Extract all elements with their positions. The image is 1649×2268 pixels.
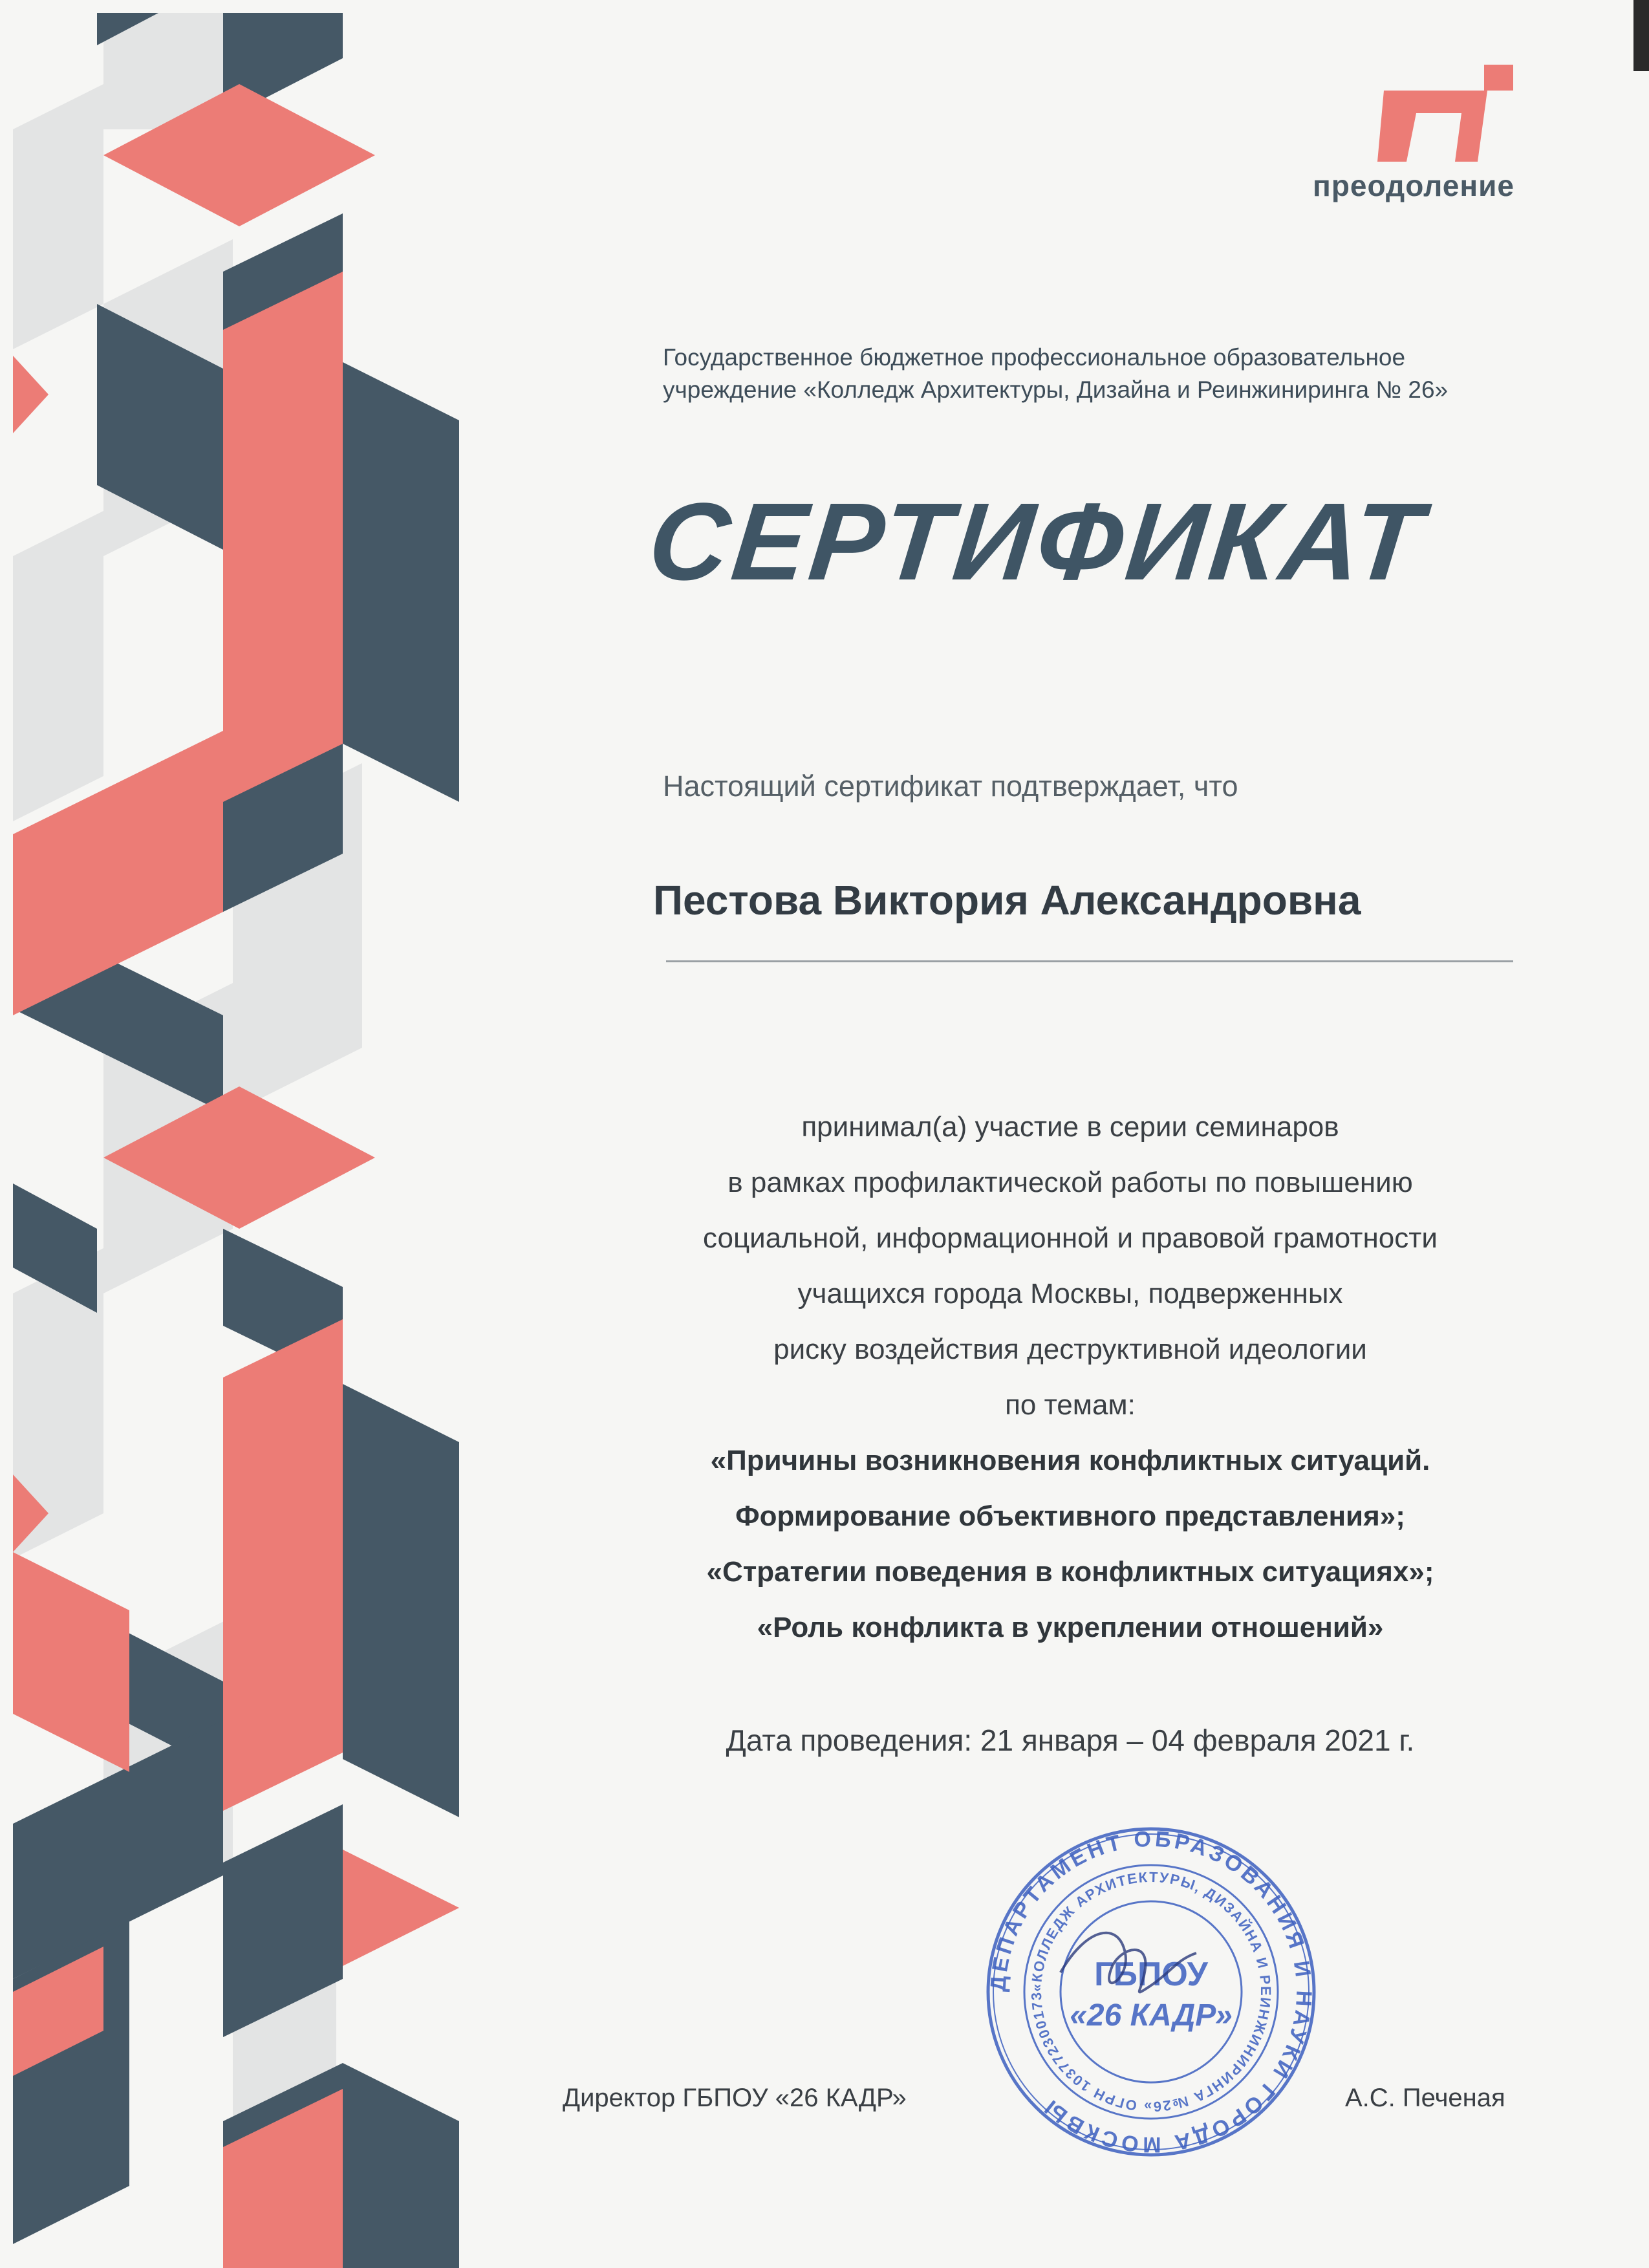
recipient-underline	[666, 960, 1513, 962]
event-date: Дата проведения: 21 января – 04 февраля 2021 г.	[726, 1723, 1415, 1757]
logo-text: преодоление	[1313, 169, 1514, 202]
certificate-body	[621, 1099, 1520, 1656]
confirm-text: Настоящий сертификат подтверждает, что	[663, 770, 1238, 803]
body-line: учащихся города Москвы, подверженных	[797, 1278, 1343, 1310]
institution-name	[663, 341, 1568, 406]
certificate-title: СЕРТИФИКАТ	[643, 481, 1431, 603]
body-line: риску воздействия деструктивной идеологии	[773, 1334, 1367, 1365]
preodolenie-logo	[1287, 65, 1533, 207]
topic-line: Формирование объективного представления»;	[735, 1500, 1405, 1532]
stamp-center-line-2: «26 КАДР»	[1070, 1998, 1233, 2033]
body-line: по темам:	[1005, 1389, 1136, 1421]
body-line: в рамках профилактической работы по повышению	[727, 1167, 1413, 1198]
topic-line: «Стратегии поведения в конфликтных ситуациях»;	[706, 1556, 1434, 1588]
institution-line-1: Государственное бюджетное профессиональное образовательное	[663, 344, 1406, 371]
topic-line: «Роль конфликта в укреплении отношений»	[757, 1612, 1384, 1643]
stamp-outer-ring: ДЕПАРТАМЕНТ ОБРАЗОВАНИЯ И НАУКИ ГОРОДА МОСКВЫ	[986, 1826, 1317, 2157]
institution-line-2: учреждение «Колледж Архитектуры, Дизайна и Реинжиниринга № 26»	[663, 376, 1449, 403]
stamp-center-line-1: ГБПОУ	[1094, 1956, 1208, 1993]
director-title: Директор ГБПОУ «26 КАДР»	[563, 2084, 907, 2112]
logo-mark-icon	[1358, 65, 1513, 162]
topic-line: «Причины возникновения конфликтных ситуаций.	[710, 1445, 1430, 1476]
stamp-inner-ring: «КОЛЛЕДЖ АРХИТЕКТУРЫ, ДИЗАЙНА И РЕИНЖИНИРИНГА №26» ОГРН 103772300173	[1028, 1868, 1275, 2115]
signer-name: А.С. Печеная	[1345, 2084, 1505, 2112]
stamp-seal-icon	[983, 1824, 1319, 2160]
scan-edge	[1633, 0, 1649, 71]
body-line: социальной, информационной и правовой грамотности	[703, 1222, 1438, 1254]
body-line: принимал(а) участие в серии семинаров	[801, 1111, 1339, 1143]
decorative-isometric-pattern	[0, 0, 647, 2268]
official-stamp	[983, 1824, 1319, 2160]
recipient-name: Пестова Виктория Александровна	[653, 877, 1361, 923]
